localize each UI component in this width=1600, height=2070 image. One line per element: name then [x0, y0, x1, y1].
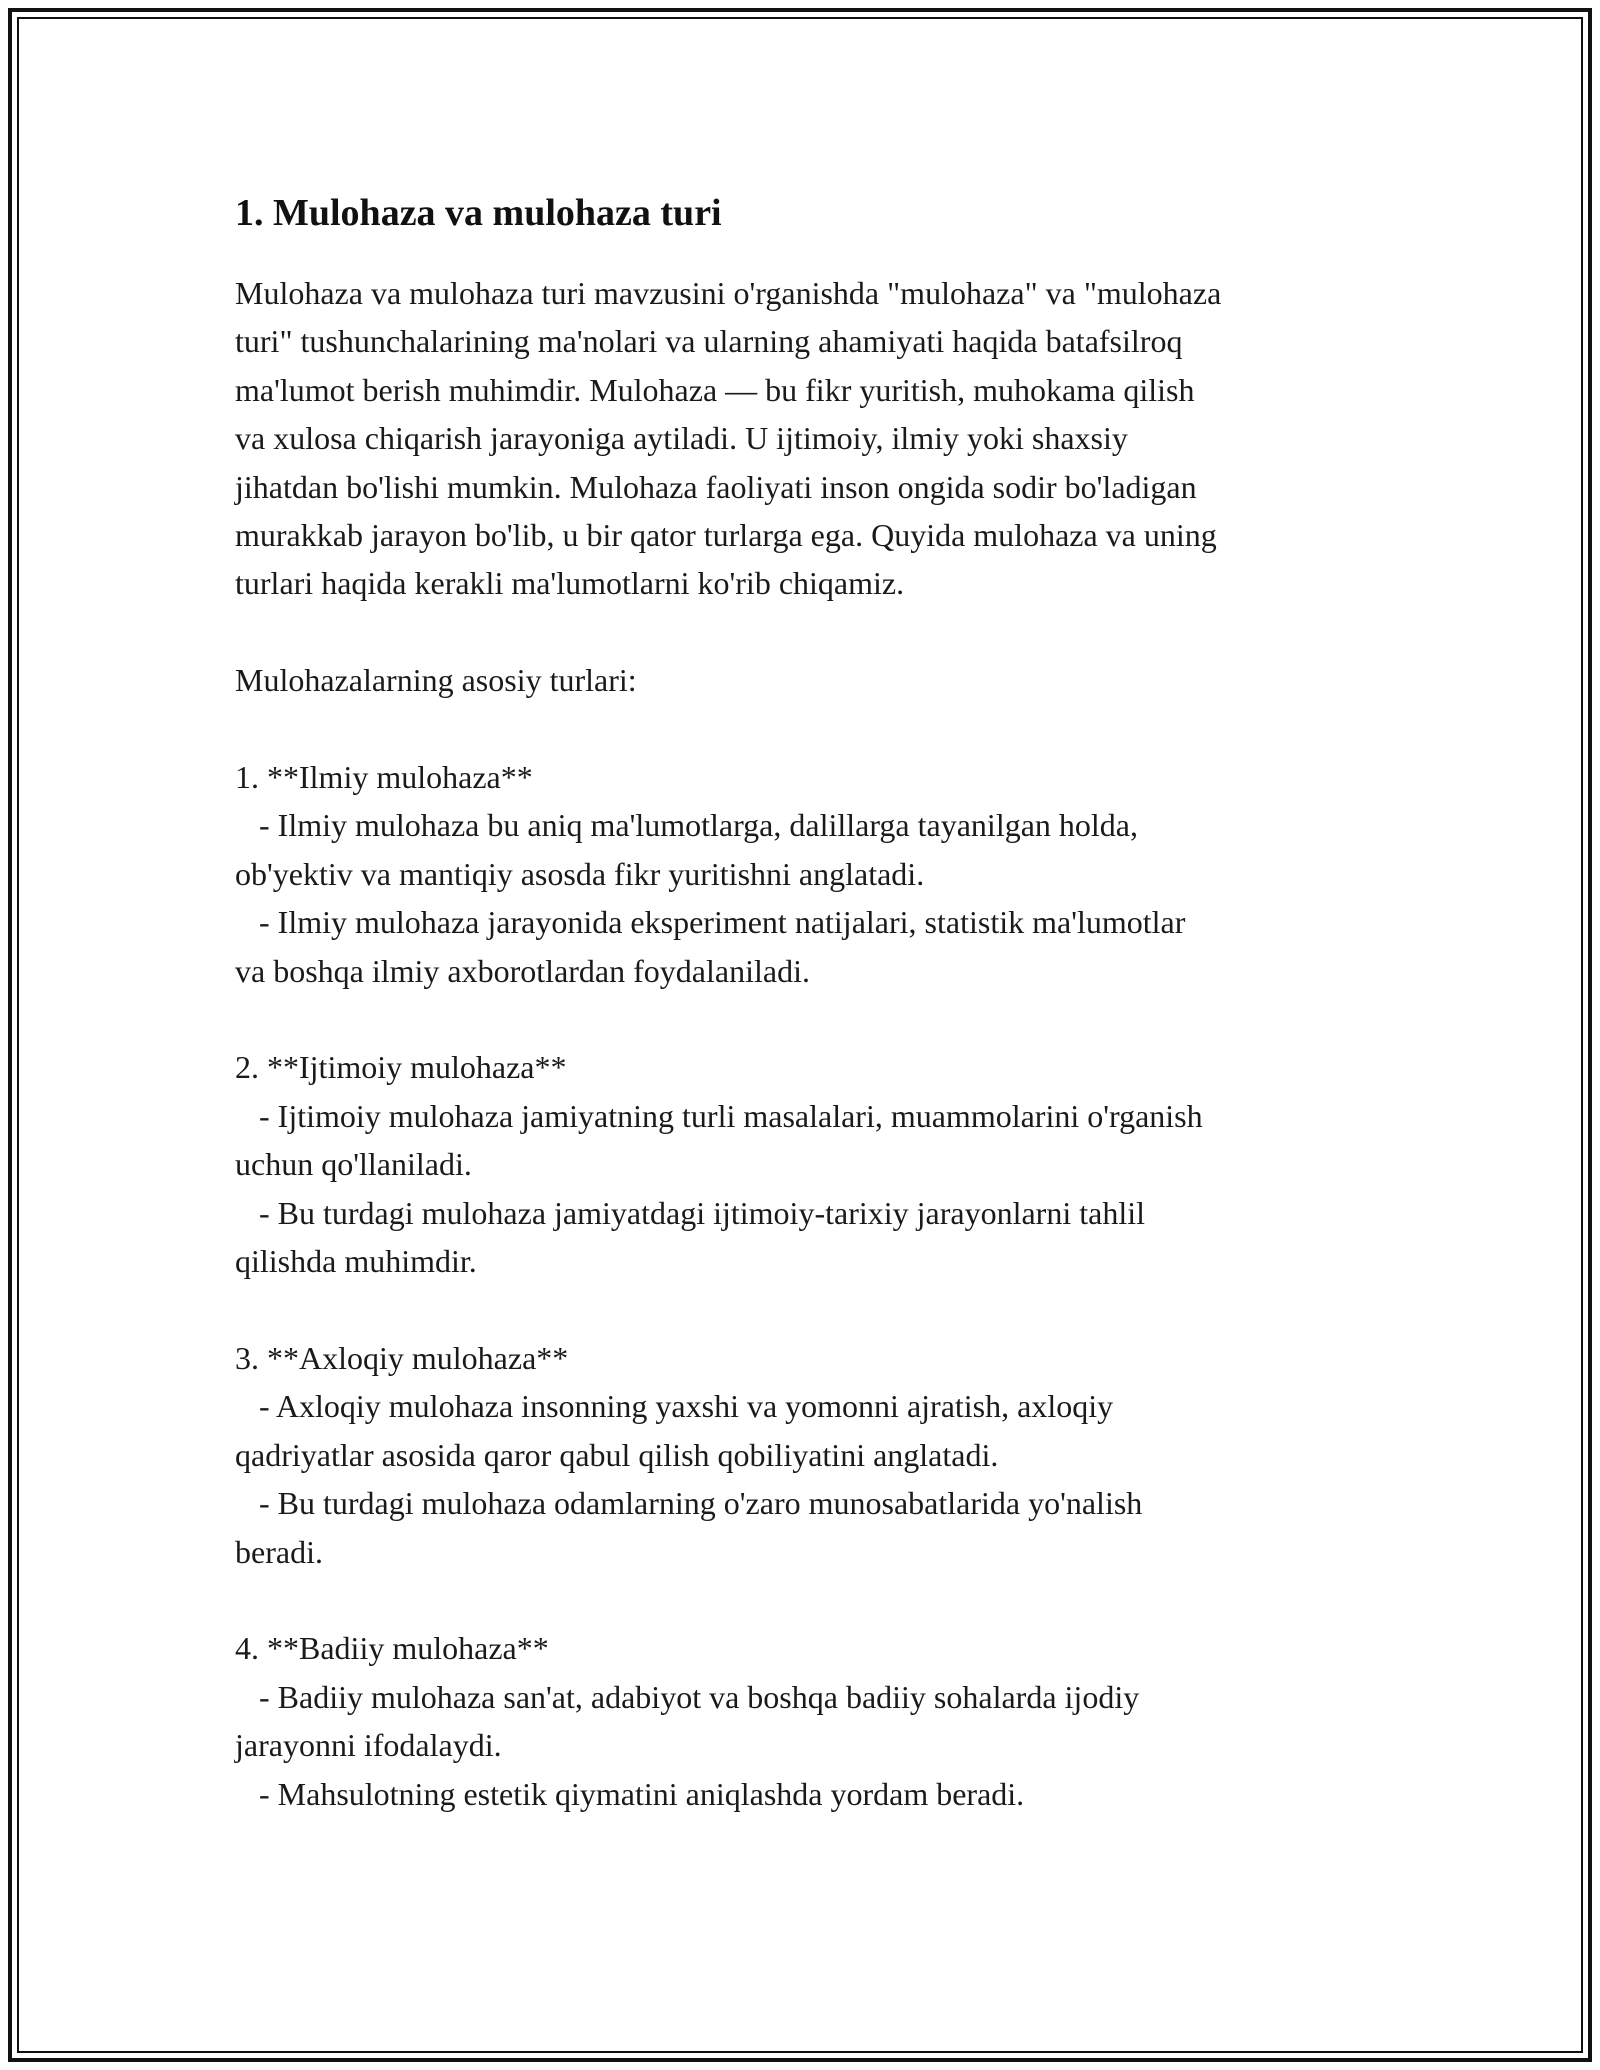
section-line: - Bu turdagi mulohaza odamlarning o'zaro munosabatlarida yo'nalish [235, 1485, 1143, 1522]
section-line: - Ilmiy mulohaza bu aniq ma'lumotlarga, dalillarga tayanilgan holda, [235, 807, 1138, 844]
section-line: - Badiiy mulohaza san'at, adabiyot va boshqa badiiy sohalarda ijodiy [235, 1678, 1140, 1715]
section-line: - Bu turdagi mulohaza jamiyatdagi ijtimoiy-tarixiy jarayonlarni tahlil [235, 1194, 1145, 1231]
types-heading: Mulohazalarning asosiy turlari: [235, 662, 637, 699]
spacer [235, 1576, 1375, 1624]
spacer [235, 705, 1375, 753]
section-badiiy [235, 1624, 1375, 1818]
intro-line: turlari haqida kerakli ma'lumotlarni ko'rib chiqamiz. [235, 565, 905, 602]
spacer [235, 608, 1375, 656]
intro-line: va xulosa chiqarish jarayoniga aytiladi. U ijtimoiy, ilmiy yoki shaxsiy [235, 420, 1128, 457]
section-line: jarayonni ifodalaydi. [235, 1727, 502, 1764]
section-line: uchun qo'llaniladi. [235, 1146, 472, 1183]
section-ilmiy [235, 753, 1375, 995]
section-line: va boshqa ilmiy axborotlardan foydalaniladi. [235, 952, 810, 989]
document-title: 1. Mulohaza va mulohaza turi [235, 192, 722, 234]
intro-line: jihatdan bo'lishi mumkin. Mulohaza faoliyati inson ongida sodir bo'ladigan [235, 468, 1197, 505]
section-axloqiy [235, 1334, 1375, 1576]
section-line: qadriyatlar asosida qaror qabul qilish qobiliyatini anglatadi. [235, 1436, 999, 1473]
section-line: ob'yektiv va mantiqiy asosda fikr yuritishni anglatadi. [235, 855, 925, 892]
spacer [235, 995, 1375, 1043]
section-heading: 4. **Badiiy mulohaza** [235, 1630, 549, 1667]
spacer [235, 1285, 1375, 1333]
section-heading: 2. **Ijtimoiy mulohaza** [235, 1049, 567, 1086]
section-line: beradi. [235, 1533, 323, 1570]
section-line: - Ijtimoiy mulohaza jamiyatning turli masalalari, muammolarini o'rganish [235, 1097, 1203, 1134]
section-ijtimoiy [235, 1043, 1375, 1285]
intro-line: turi" tushunchalarining ma'nolari va ularning ahamiyati haqida batafsilroq [235, 323, 1183, 360]
section-line: - Ilmiy mulohaza jarayonida eksperiment natijalari, statistik ma'lumotlar [235, 904, 1186, 941]
intro-line: ma'lumot berish muhimdir. Mulohaza — bu fikr yuritish, muhokama qilish [235, 371, 1195, 408]
intro-line: Mulohaza va mulohaza turi mavzusini o'rganishda "mulohaza" va "mulohaza [235, 275, 1222, 311]
document-body [235, 183, 1375, 1818]
section-line: - Mahsulotning estetik qiymatini aniqlashda yordam beradi. [235, 1775, 1025, 1812]
section-heading: 1. **Ilmiy mulohaza** [235, 759, 533, 796]
intro-paragraph [235, 269, 1375, 608]
section-line: qilishda muhimdir. [235, 1243, 477, 1280]
section-heading: 3. **Axloqiy mulohaza** [235, 1339, 569, 1376]
intro-line: murakkab jarayon bo'lib, u bir qator turlarga ega. Quyida mulohaza va uning [235, 517, 1217, 554]
section-line: - Axloqiy mulohaza insonning yaxshi va yomonni ajratish, axloqiy [235, 1388, 1114, 1425]
